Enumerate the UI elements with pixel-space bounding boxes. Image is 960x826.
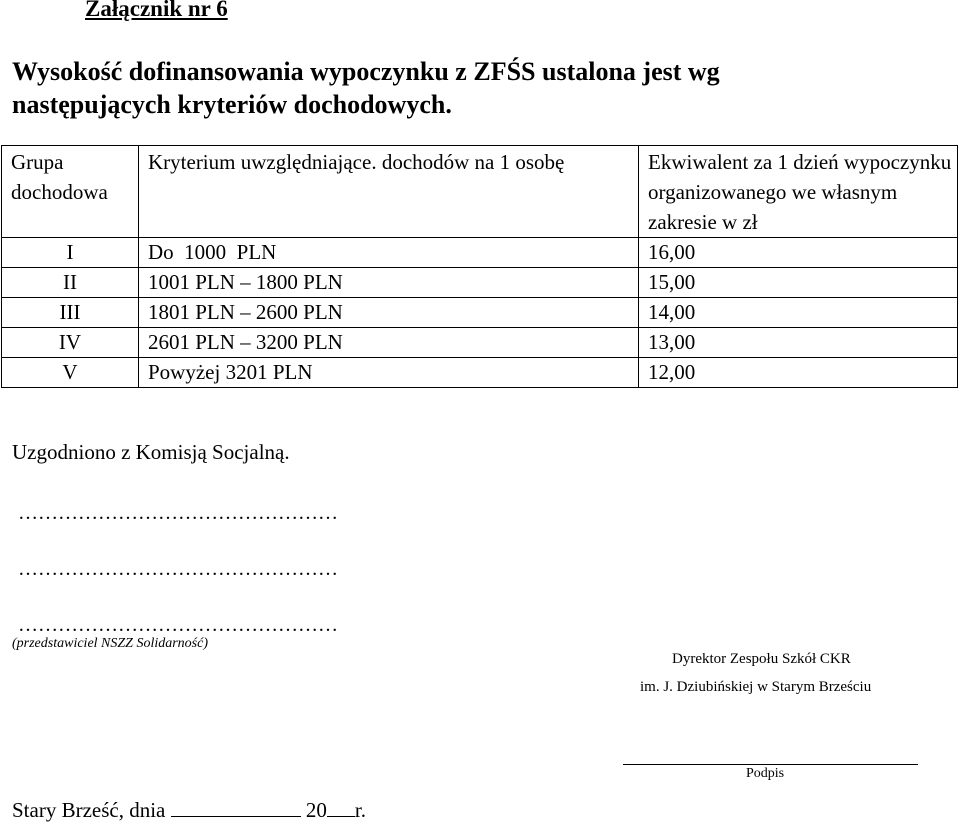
signature-dots-line: …………………………………………	[18, 502, 338, 524]
row-group: II	[2, 268, 139, 298]
table-row	[2, 268, 958, 298]
row-criterion: 1801 PLN – 2600 PLN	[139, 298, 639, 328]
row-criterion: 1001 PLN – 1800 PLN	[139, 268, 639, 298]
table-row	[2, 328, 958, 358]
income-criteria-table	[1, 145, 958, 388]
place-date-prefix: Stary Brześć, dnia	[12, 798, 166, 822]
signature-line	[623, 764, 918, 765]
year-prefix: 20	[305, 798, 327, 822]
signature-dots-line: …………………………………………	[18, 558, 338, 580]
row-amount: 16,00	[639, 238, 958, 268]
row-group: III	[2, 298, 139, 328]
header-criterion: Kryterium uwzględniające. dochodów na 1 osobę	[139, 146, 639, 238]
table-header-row	[2, 146, 958, 238]
header-equivalent: Ekwiwalent za 1 dzień wypoczynku organizowanego we własnym zakresie w zł	[639, 146, 958, 238]
row-criterion: 2601 PLN – 3200 PLN	[139, 328, 639, 358]
agreement-note: Uzgodniono z Komisją Socjalną.	[12, 440, 290, 464]
school-name: im. J. Dziubińskiej w Starym Brześciu	[640, 679, 872, 695]
row-criterion: Do 1000 PLN	[139, 238, 639, 268]
row-group: I	[2, 238, 139, 268]
row-amount: 14,00	[639, 298, 958, 328]
year-blank	[327, 798, 355, 817]
table-row	[2, 298, 958, 328]
row-criterion: Powyżej 3201 PLN	[139, 358, 639, 388]
table-row	[2, 238, 958, 268]
date-blank	[171, 798, 301, 817]
table-row	[2, 358, 958, 388]
row-amount: 12,00	[639, 358, 958, 388]
place-and-date	[12, 798, 366, 823]
row-amount: 15,00	[639, 268, 958, 298]
row-group: V	[2, 358, 139, 388]
row-amount: 13,00	[639, 328, 958, 358]
place-date-suffix: r.	[354, 798, 366, 822]
page-heading: Wysokość dofinansowania wypoczynku z ZFŚS ustalona jest wg następujących kryteriów dochodowych.	[12, 57, 720, 119]
annex-title: Załącznik nr 6	[85, 0, 228, 21]
signature-dots-line: …………………………………………	[18, 614, 338, 636]
header-income-group: Grupa dochodowa	[2, 146, 139, 238]
signature-label: Podpis	[746, 766, 785, 781]
union-representative-label: (przedstawiciel NSZZ Solidarność)	[12, 636, 209, 651]
director-title: Dyrektor Zespołu Szkół CKR	[672, 651, 851, 667]
row-group: IV	[2, 328, 139, 358]
